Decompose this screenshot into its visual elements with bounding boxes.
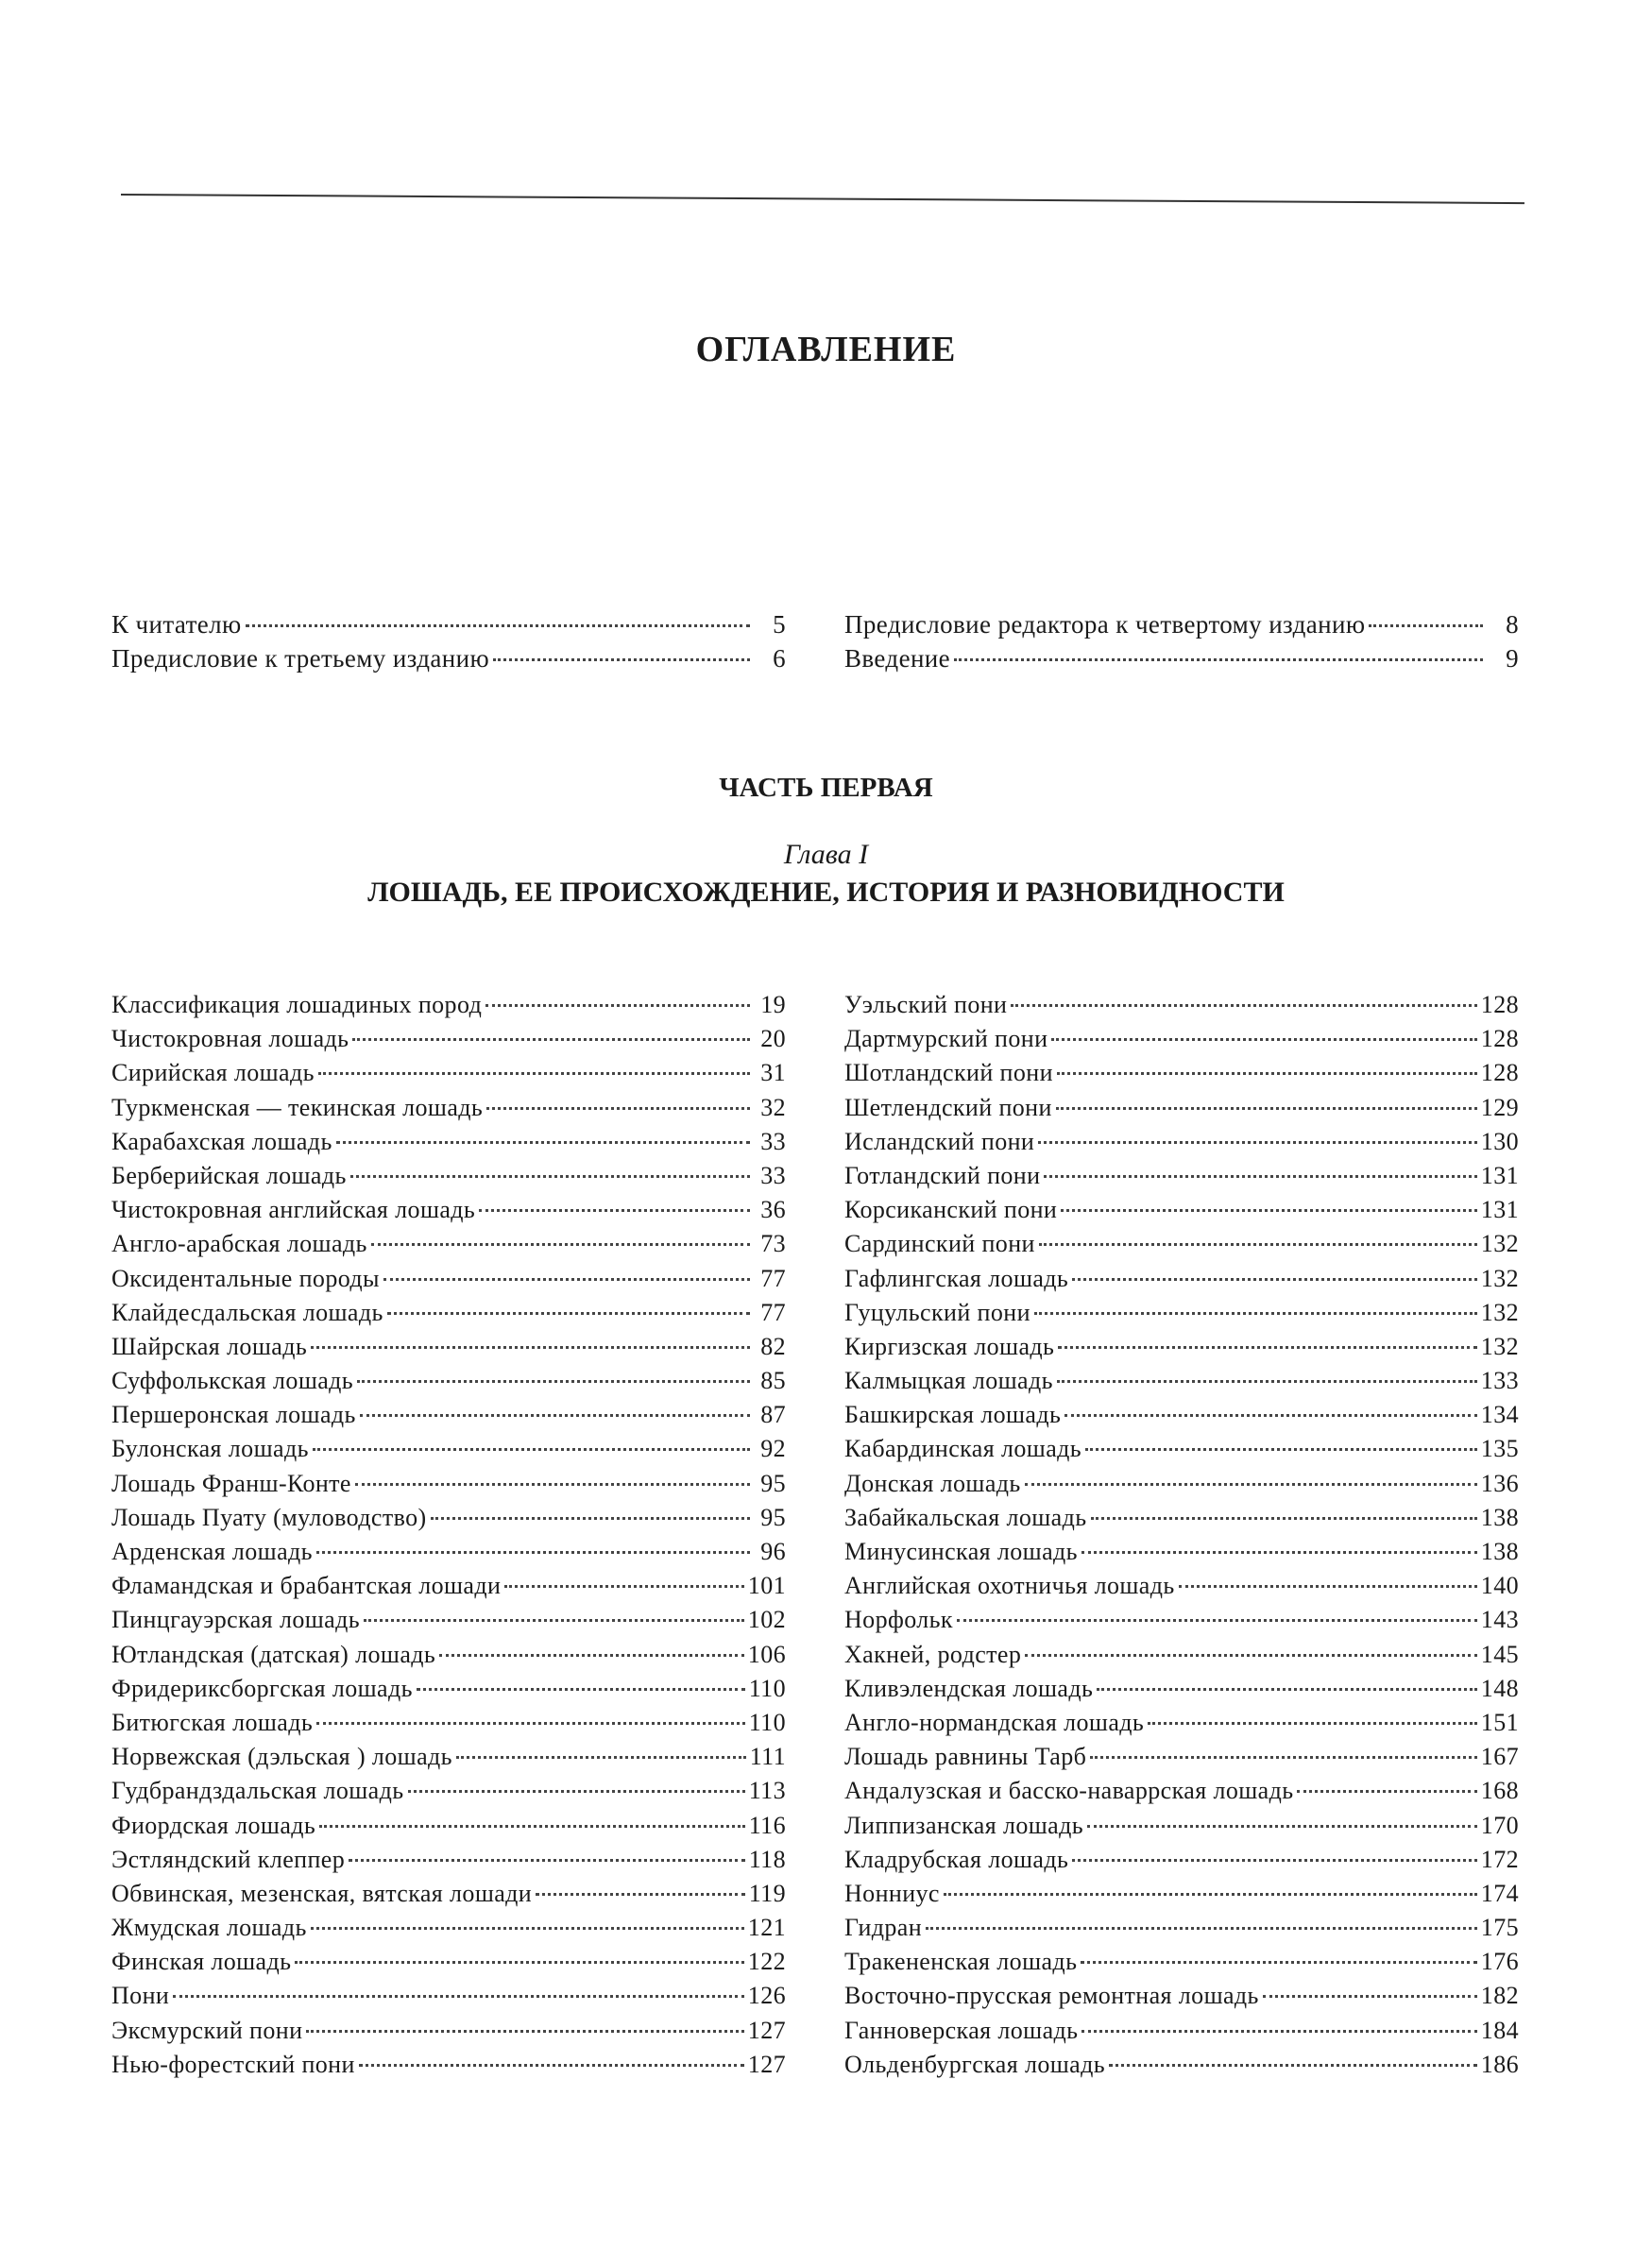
- toc-entry-page-number: 186: [1480, 2050, 1519, 2078]
- toc-entry-label: Лошадь Франш-Конте: [111, 1469, 351, 1497]
- toc-entry: [111, 607, 786, 641]
- toc-entry: [111, 1535, 786, 1569]
- dot-leader: [504, 1585, 744, 1588]
- dot-leader: [316, 1722, 745, 1725]
- dot-leader: [954, 658, 1483, 661]
- dot-leader: [173, 1995, 744, 1998]
- toc-entry: [111, 2014, 786, 2048]
- toc-entry-label: Эстляндский клеппер: [111, 1845, 346, 1873]
- toc-entry: [111, 641, 786, 675]
- toc-entry-label: Пони: [111, 1982, 170, 2010]
- toc-entry-page-number: 131: [1480, 1161, 1519, 1189]
- dot-leader: [1179, 1585, 1477, 1588]
- dot-leader: [1072, 1278, 1477, 1281]
- toc-entry-page-number: 113: [748, 1777, 786, 1805]
- toc-entry-label: Нью-форестский пони: [111, 2050, 355, 2078]
- toc-entry: [111, 2048, 786, 2082]
- toc-entry-label: Кливэлендская лошадь: [844, 1674, 1094, 1702]
- toc-entry-label: Обвинская, мезенская, вятская лошади: [111, 1879, 533, 1907]
- toc-entry-label: Сардинский пони: [844, 1230, 1035, 1258]
- dot-leader: [1091, 1517, 1477, 1520]
- toc-entry: [111, 1193, 786, 1227]
- toc-entry-label: Уэльский пони: [844, 991, 1008, 1018]
- dot-leader: [364, 1619, 744, 1622]
- toc-entry-page-number: 128: [1480, 1059, 1519, 1087]
- toc-entry: [111, 1843, 786, 1877]
- toc-entry-page-number: 134: [1480, 1401, 1519, 1429]
- toc-entry: [111, 1091, 786, 1125]
- dot-leader: [1057, 1380, 1477, 1383]
- toc-entry-label: Забайкальская лошадь: [844, 1503, 1087, 1531]
- toc-entry-label: Шетлендский пони: [844, 1093, 1052, 1121]
- toc-entry-page-number: 9: [1506, 644, 1519, 673]
- toc-entry-label: Фламандская и брабантская лошади: [111, 1572, 502, 1600]
- toc-entry-page-number: 110: [748, 1674, 786, 1702]
- toc-entry-label: Кабардинская лошадь: [844, 1435, 1082, 1463]
- toc-entry-page-number: 172: [1480, 1845, 1519, 1873]
- toc-entry: [844, 1911, 1519, 1945]
- toc-entry: [111, 1672, 786, 1706]
- dot-leader: [349, 1859, 745, 1862]
- toc-entry: [844, 2048, 1519, 2082]
- toc-entry: [844, 1877, 1519, 1911]
- toc-entry-page-number: 184: [1480, 2016, 1519, 2044]
- toc-entry-label: Корсиканский пони: [844, 1196, 1058, 1224]
- toc-entry-label: Туркменская — текинская лошадь: [111, 1093, 484, 1121]
- dot-leader: [371, 1243, 750, 1246]
- toc-entry: [844, 1330, 1519, 1364]
- toc-entry-label: Гафлингская лошадь: [844, 1264, 1069, 1292]
- toc-entry-page-number: 168: [1480, 1777, 1519, 1805]
- toc-entry: [111, 1159, 786, 1193]
- toc-entry-page-number: 132: [1480, 1230, 1519, 1258]
- dot-leader: [439, 1654, 744, 1657]
- toc-entry-page-number: 92: [760, 1435, 786, 1463]
- dot-leader: [246, 624, 750, 627]
- toc-entry: [844, 988, 1519, 1022]
- toc-entry: [844, 1672, 1519, 1706]
- toc-entry: [844, 1022, 1519, 1056]
- toc-entry-label: Нонниус: [844, 1879, 940, 1907]
- toc-entry-label: Калмыцкая лошадь: [844, 1367, 1053, 1395]
- toc-entry-label: Кладрубская лошадь: [844, 1845, 1069, 1873]
- page-title: ОГЛАВЛЕНИЕ: [695, 330, 957, 369]
- toc-entry-label: Сирийская лошадь: [111, 1059, 315, 1087]
- toc-entry-label: Англо-нормандская лошадь: [844, 1708, 1145, 1736]
- toc-entry-label: Восточно-прусская ремонтная лошадь: [844, 1982, 1259, 2010]
- toc-entry-page-number: 77: [760, 1298, 786, 1326]
- dot-leader: [926, 1927, 1477, 1930]
- toc-entry: [844, 1227, 1519, 1261]
- toc-entry-label: Арденская лошадь: [111, 1538, 313, 1565]
- dot-leader: [1090, 1756, 1477, 1759]
- toc-entry-label: Предисловие к третьему изданию: [111, 644, 490, 673]
- toc-entry: [111, 1056, 786, 1090]
- dot-leader: [311, 1927, 744, 1930]
- toc-entry: [111, 1467, 786, 1501]
- toc-entry-label: Оксидентальные породы: [111, 1264, 380, 1292]
- dot-leader: [311, 1346, 750, 1349]
- toc-entry: [111, 1706, 786, 1740]
- dot-leader: [417, 1688, 745, 1691]
- toc-entry: [111, 1979, 786, 2013]
- dot-leader: [1044, 1175, 1476, 1178]
- dot-leader: [1263, 1995, 1477, 1998]
- toc-entry-label: Дартмурский пони: [844, 1025, 1048, 1053]
- toc-entry-page-number: 138: [1480, 1503, 1519, 1531]
- toc-entry-page-number: 170: [1480, 1811, 1519, 1839]
- toc-entry-page-number: 6: [773, 644, 786, 673]
- dot-leader: [1072, 1859, 1477, 1862]
- toc-entry-label: Англо-арабская лошадь: [111, 1230, 367, 1258]
- toc-entry-label: Андалузская и басско-наваррская лошадь: [844, 1777, 1294, 1805]
- toc-entry-page-number: 8: [1506, 610, 1519, 639]
- toc-entry: [111, 1638, 786, 1672]
- toc-entry-label: Пинцгауэрская лошадь: [111, 1606, 360, 1634]
- toc-entry-label: Суффолькская лошадь: [111, 1367, 354, 1395]
- dot-leader: [1058, 1346, 1476, 1349]
- toc-entry-page-number: 87: [760, 1401, 786, 1429]
- dot-leader: [408, 1790, 745, 1793]
- toc-entry: [111, 1774, 786, 1808]
- dot-leader: [456, 1756, 746, 1759]
- dot-leader: [1085, 1448, 1477, 1451]
- toc-entry: [844, 1467, 1519, 1501]
- toc-entry-label: Классификация лошадиных пород: [111, 991, 483, 1018]
- dot-leader: [359, 2064, 744, 2067]
- toc-entry-label: Башкирская лошадь: [844, 1401, 1062, 1429]
- dot-leader: [1061, 1209, 1477, 1212]
- toc-entry: [111, 1296, 786, 1330]
- toc-entry-page-number: 119: [748, 1879, 786, 1907]
- dot-leader: [1148, 1722, 1477, 1725]
- toc-entry-page-number: 19: [760, 991, 786, 1018]
- toc-entry-label: Першеронская лошадь: [111, 1401, 356, 1429]
- dot-leader: [1109, 2064, 1477, 2067]
- toc-entry-label: Клайдесдальская лошадь: [111, 1298, 383, 1326]
- dot-leader: [1081, 1551, 1477, 1554]
- chapter-toc: [111, 988, 1519, 2082]
- toc-entry: [844, 607, 1519, 641]
- toc-entry: [844, 1569, 1519, 1603]
- toc-entry-label: Готландский пони: [844, 1161, 1041, 1189]
- dot-leader: [1025, 1654, 1477, 1657]
- toc-entry-label: Киргизская лошадь: [844, 1332, 1055, 1360]
- toc-entry-page-number: 95: [760, 1503, 786, 1531]
- chapter-title: ЛОШАДЬ, ЕЕ ПРОИСХОЖДЕНИЕ, ИСТОРИЯ И РАЗНОВИДНОСТИ: [367, 877, 1285, 908]
- dot-leader: [536, 1893, 745, 1896]
- toc-entry-page-number: 175: [1480, 1914, 1519, 1942]
- dot-leader: [486, 1107, 750, 1110]
- toc-entry-page-number: 129: [1480, 1093, 1519, 1121]
- toc-left-column: [111, 988, 786, 2082]
- dot-leader: [431, 1517, 750, 1520]
- toc-entry-page-number: 128: [1480, 991, 1519, 1018]
- toc-entry-page-number: 73: [760, 1230, 786, 1258]
- part-title: ЧАСТЬ ПЕРВАЯ: [719, 773, 933, 803]
- toc-entry-page-number: 132: [1480, 1298, 1519, 1326]
- toc-entry-page-number: 138: [1480, 1538, 1519, 1565]
- toc-entry-page-number: 20: [760, 1025, 786, 1053]
- toc-entry-page-number: 132: [1480, 1332, 1519, 1360]
- toc-entry-label: Жмудская лошадь: [111, 1914, 307, 1942]
- toc-entry: [844, 1774, 1519, 1808]
- front-matter-toc: [111, 607, 1519, 675]
- toc-entry-page-number: 31: [760, 1059, 786, 1087]
- toc-entry-label: Фридериксборгская лошадь: [111, 1674, 413, 1702]
- toc-entry: [844, 1501, 1519, 1535]
- toc-entry-label: Тракененская лошадь: [844, 1948, 1078, 1976]
- dot-leader: [352, 1038, 750, 1041]
- toc-entry-page-number: 106: [747, 1640, 786, 1668]
- toc-entry-label: Гуцульский пони: [844, 1298, 1030, 1326]
- toc-entry-label: Лошадь Пуату (муловодство): [111, 1503, 427, 1531]
- toc-entry: [844, 641, 1519, 675]
- toc-entry-page-number: 5: [773, 610, 786, 639]
- toc-entry: [844, 1535, 1519, 1569]
- dot-leader: [316, 1551, 750, 1554]
- toc-entry-label: Исландский пони: [844, 1127, 1035, 1155]
- dot-leader: [357, 1380, 750, 1383]
- toc-entry-page-number: 122: [747, 1948, 786, 1976]
- dot-leader: [1051, 1038, 1476, 1041]
- toc-entry: [111, 988, 786, 1022]
- toc-entry-page-number: 176: [1480, 1948, 1519, 1976]
- toc-entry-page-number: 145: [1480, 1640, 1519, 1668]
- dot-leader: [1034, 1312, 1477, 1315]
- dot-leader: [383, 1278, 750, 1281]
- toc-entry: [111, 1877, 786, 1911]
- toc-entry-page-number: 111: [749, 1743, 786, 1771]
- toc-entry-page-number: 126: [747, 1982, 786, 2010]
- toc-entry: [844, 1603, 1519, 1637]
- toc-entry-page-number: 130: [1480, 1127, 1519, 1155]
- dot-leader: [1057, 1072, 1477, 1075]
- toc-entry-label: К читателю: [111, 610, 242, 639]
- toc-entry-label: Чистокровная английская лошадь: [111, 1196, 476, 1224]
- toc-entry: [111, 1432, 786, 1466]
- toc-entry-label: Эксмурский пони: [111, 2016, 303, 2044]
- toc-entry-label: Шайрская лошадь: [111, 1332, 308, 1360]
- toc-entry-page-number: 33: [760, 1161, 786, 1189]
- toc-entry: [844, 1159, 1519, 1193]
- front-matter-right-column: [844, 607, 1519, 675]
- dot-leader: [1039, 1243, 1477, 1246]
- toc-entry-page-number: 82: [760, 1332, 786, 1360]
- toc-entry: [844, 1740, 1519, 1774]
- toc-entry: [844, 1945, 1519, 1979]
- toc-entry: [111, 1125, 786, 1159]
- toc-entry: [844, 1432, 1519, 1466]
- toc-entry: [111, 1809, 786, 1843]
- toc-entry-page-number: 182: [1480, 1982, 1519, 2010]
- dot-leader: [1064, 1414, 1477, 1417]
- toc-entry-page-number: 140: [1480, 1572, 1519, 1600]
- toc-entry-page-number: 135: [1480, 1435, 1519, 1463]
- toc-entry-label: Липпизанская лошадь: [844, 1811, 1084, 1839]
- toc-entry-label: Лошадь равнины Тарб: [844, 1743, 1087, 1771]
- toc-entry-label: Битюгская лошадь: [111, 1708, 314, 1736]
- toc-entry-label: Хакней, родстер: [844, 1640, 1022, 1668]
- toc-entry-label: Ютландская (датская) лошадь: [111, 1640, 436, 1668]
- chapter-label: Глава I: [783, 839, 869, 870]
- toc-entry-page-number: 95: [760, 1469, 786, 1497]
- toc-entry: [111, 1945, 786, 1979]
- toc-entry: [844, 1398, 1519, 1432]
- dot-leader: [1056, 1107, 1477, 1110]
- toc-entry: [844, 1091, 1519, 1125]
- toc-entry: [111, 1603, 786, 1637]
- dot-leader: [957, 1619, 1477, 1622]
- toc-entry: [111, 1227, 786, 1261]
- dot-leader: [1011, 1004, 1476, 1007]
- toc-entry: [111, 1022, 786, 1056]
- toc-entry-label: Введение: [844, 644, 951, 673]
- toc-entry-label: Фиордская лошадь: [111, 1811, 316, 1839]
- toc-entry-label: Булонская лошадь: [111, 1435, 309, 1463]
- toc-entry-page-number: 127: [747, 2050, 786, 2078]
- toc-entry: [844, 1056, 1519, 1090]
- toc-entry: [844, 1296, 1519, 1330]
- dot-leader: [387, 1312, 750, 1315]
- toc-entry-page-number: 33: [760, 1127, 786, 1155]
- toc-entry: [111, 1501, 786, 1535]
- dot-leader: [1081, 1961, 1476, 1964]
- toc-entry-page-number: 110: [748, 1708, 786, 1736]
- toc-entry-page-number: 32: [760, 1093, 786, 1121]
- toc-entry-label: Ганноверская лошадь: [844, 2016, 1079, 2044]
- dot-leader: [1038, 1141, 1477, 1144]
- toc-entry-page-number: 36: [760, 1196, 786, 1224]
- toc-entry: [844, 1193, 1519, 1227]
- dot-leader: [1297, 1790, 1476, 1793]
- toc-entry-page-number: 131: [1480, 1196, 1519, 1224]
- dot-leader: [318, 1072, 750, 1075]
- dot-leader: [295, 1961, 743, 1964]
- toc-entry-label: Финская лошадь: [111, 1948, 292, 1976]
- toc-entry: [111, 1911, 786, 1945]
- toc-entry: [111, 1569, 786, 1603]
- toc-entry: [844, 2014, 1519, 2048]
- toc-entry-page-number: 143: [1480, 1606, 1519, 1634]
- toc-entry-page-number: 132: [1480, 1264, 1519, 1292]
- toc-entry-label: Карабахская лошадь: [111, 1127, 332, 1155]
- toc-entry-label: Гидран: [844, 1914, 923, 1942]
- dot-leader: [355, 1483, 750, 1486]
- dot-leader: [313, 1448, 750, 1451]
- toc-entry-page-number: 118: [748, 1845, 786, 1873]
- toc-entry-page-number: 101: [747, 1572, 786, 1600]
- toc-entry-page-number: 85: [760, 1367, 786, 1395]
- toc-entry-label: Норвежская (дэльская ) лошадь: [111, 1743, 452, 1771]
- dot-leader: [1087, 1825, 1477, 1828]
- toc-entry-label: Чистокровная лошадь: [111, 1025, 349, 1053]
- dot-leader: [1097, 1688, 1477, 1691]
- dot-leader: [479, 1209, 750, 1212]
- toc-entry: [844, 1262, 1519, 1296]
- toc-entry-label: Минусинская лошадь: [844, 1538, 1078, 1565]
- toc-entry-page-number: 151: [1480, 1708, 1519, 1736]
- toc-entry: [844, 1979, 1519, 2013]
- toc-entry-label: Норфольк: [844, 1606, 953, 1634]
- toc-entry-label: Донская лошадь: [844, 1469, 1021, 1497]
- dot-leader: [360, 1414, 750, 1417]
- toc-entry-label: Гудбрандздальская лошадь: [111, 1777, 404, 1805]
- front-matter-left-column: [111, 607, 786, 675]
- toc-entry: [844, 1706, 1519, 1740]
- dot-leader: [1369, 624, 1483, 627]
- dot-leader: [336, 1141, 750, 1144]
- toc-entry-page-number: 133: [1480, 1367, 1519, 1395]
- toc-entry: [844, 1638, 1519, 1672]
- dot-leader: [944, 1893, 1477, 1896]
- toc-entry-label: Берберийская лошадь: [111, 1161, 347, 1189]
- toc-entry: [111, 1398, 786, 1432]
- toc-entry-page-number: 116: [748, 1811, 786, 1839]
- toc-entry-page-number: 128: [1480, 1025, 1519, 1053]
- toc-entry-label: Английская охотничья лошадь: [844, 1572, 1175, 1600]
- dot-leader: [306, 2030, 743, 2033]
- header-rule: [121, 194, 1524, 204]
- dot-leader: [485, 1004, 750, 1007]
- dot-leader: [350, 1175, 750, 1178]
- toc-entry: [111, 1262, 786, 1296]
- dot-leader: [319, 1825, 745, 1828]
- dot-leader: [1025, 1483, 1477, 1486]
- toc-entry-page-number: 127: [747, 2016, 786, 2044]
- toc-entry-label: Шотландский пони: [844, 1059, 1053, 1087]
- toc-entry-page-number: 102: [747, 1606, 786, 1634]
- toc-entry: [844, 1364, 1519, 1398]
- toc-entry: [111, 1330, 786, 1364]
- toc-entry: [111, 1364, 786, 1398]
- toc-entry-label: Ольденбургская лошадь: [844, 2050, 1105, 2078]
- toc-entry-page-number: 136: [1480, 1469, 1519, 1497]
- toc-entry-label: Предисловие редактора к четвертому изданию: [844, 610, 1366, 639]
- toc-entry-page-number: 121: [747, 1914, 786, 1942]
- toc-right-column: [844, 988, 1519, 2082]
- toc-entry-page-number: 167: [1480, 1743, 1519, 1771]
- toc-entry-page-number: 96: [760, 1538, 786, 1565]
- dot-leader: [493, 658, 750, 661]
- toc-entry: [111, 1740, 786, 1774]
- toc-entry-page-number: 77: [760, 1264, 786, 1292]
- dot-leader: [1081, 2030, 1476, 2033]
- toc-entry-page-number: 174: [1480, 1879, 1519, 1907]
- toc-entry-page-number: 148: [1480, 1674, 1519, 1702]
- toc-entry: [844, 1125, 1519, 1159]
- toc-entry: [844, 1843, 1519, 1877]
- toc-entry: [844, 1809, 1519, 1843]
